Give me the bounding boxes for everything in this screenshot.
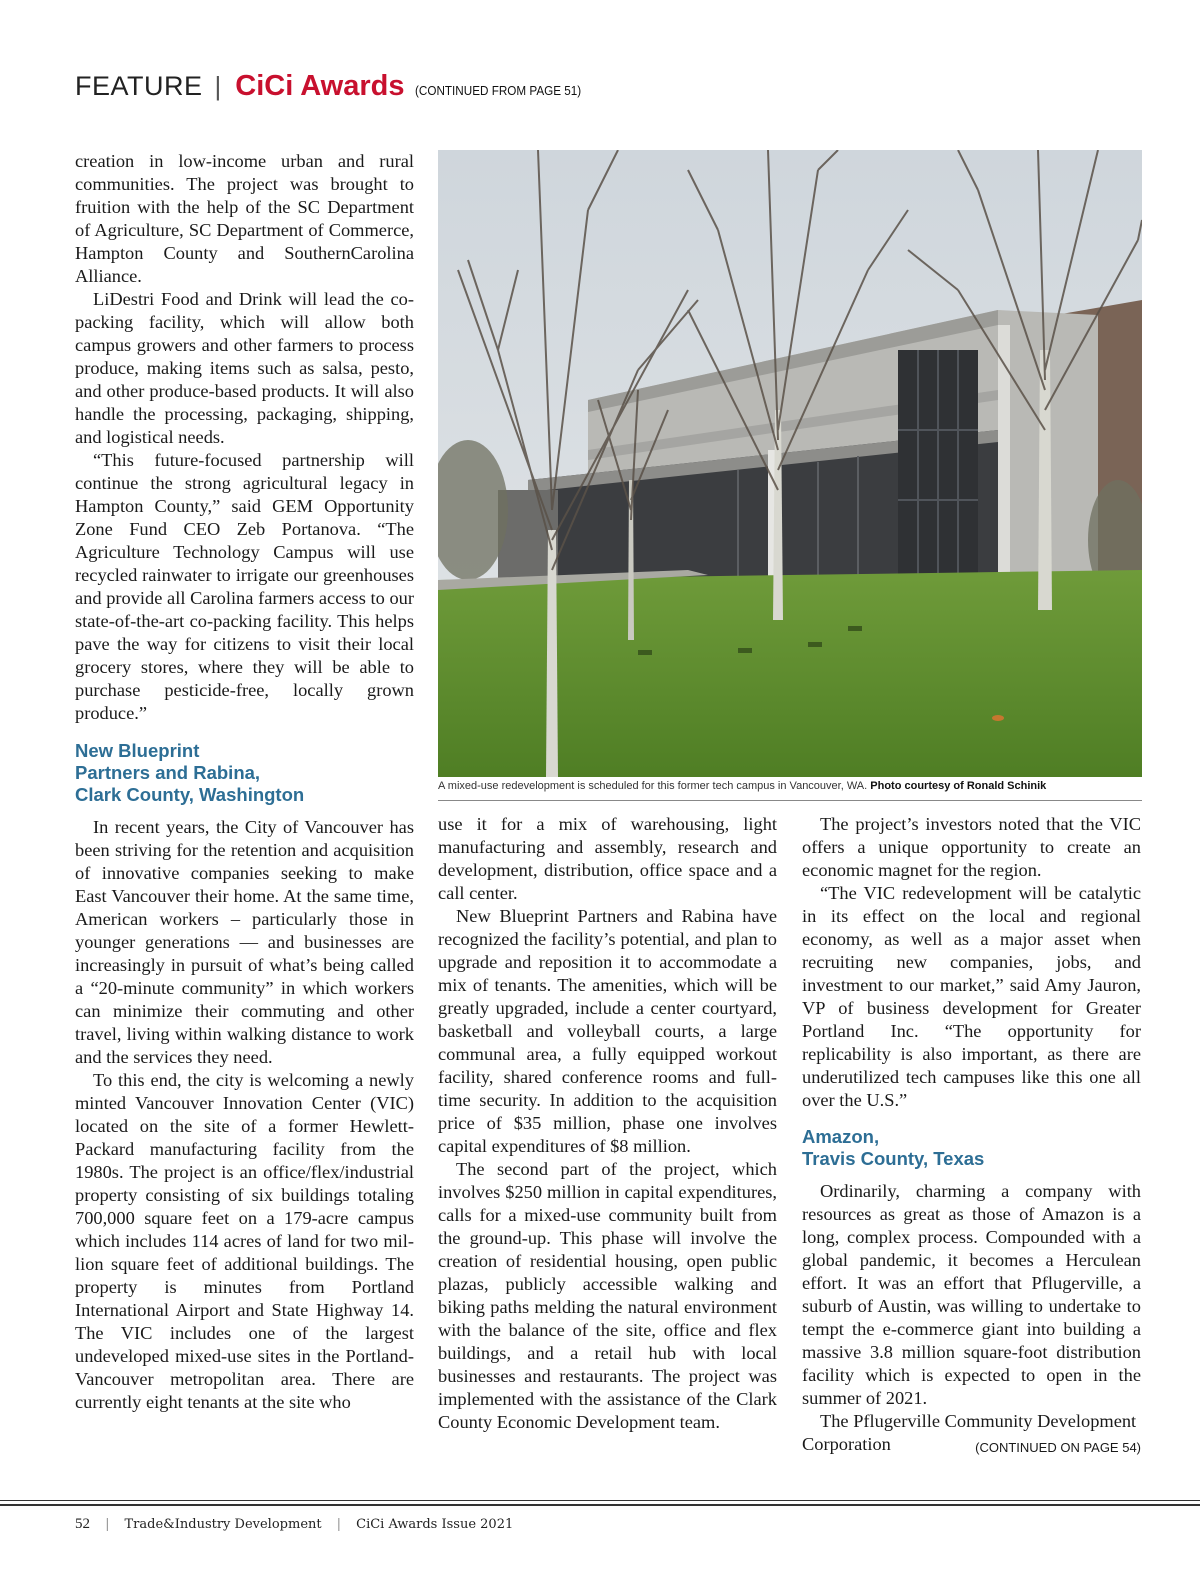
section-title: CiCi Awards: [235, 70, 405, 102]
paragraph: “This future-focused partnership will continue the strong agricultural legacy in Hampton County,” said GEM Opportunity Zone Fund CEO Zeb Portanova. “The Agriculture Technology Campus will use recycled rainwater to irrigate our greenhouses and provide all Carolina farmers access to our state-of-the-art co-packing facility. This helps pave the way for citizens to visit their local grocery stores, where they will be able to purchase pesticide-free, locally grown produce.”: [75, 450, 414, 723]
paragraph: To this end, the city is welcoming a newly minted Vancouver Innovation Center (VIC) located on the site of a former Hewlett-Packard manufacturing facility from the 1980s. The project is an office/flex/industrial property consisting of six buildings totaling 700,000 square feet on a 179-acre campus which includes 114 acres of land for two million square feet of additional buildings. The property is minutes from Portland International Airport and State Highway 14. The VIC includes one of the largest undeveloped mixed-use sites in the Portland-Vancouver metropolitan area. There are currently eight tenants at the site who: [75, 1070, 414, 1412]
subhead-new-blueprint: [75, 740, 414, 806]
issue-name: CiCi Awards Issue 2021: [356, 1517, 514, 1532]
section-label: FEATURE: [75, 71, 203, 101]
final-paragraph-text: The Pflugerville Community Development Corporation: [802, 1411, 1137, 1454]
caption-divider: [438, 800, 1142, 801]
paragraph: The project’s investors noted that the VIC offers a unique opportunity to create an economic magnet for the region.: [802, 814, 1141, 880]
paragraph: New Blueprint Partners and Rabina have recognized the facility’s potential, and plan to upgrade and reposition it to accommodate a mix of tenants. The amenities, which will be greatly upgraded, include a center courtyard, basketball and volleyball courts, a large communal area, a fully equipped workout facility, shared conference rooms and full-time security. In addition to the acquisition price of $35 million, phase one involves capital expenditures of $8 million.: [438, 906, 777, 1156]
publication-name: Trade&Industry Development: [124, 1517, 322, 1532]
paragraph: In recent years, the City of Vancouver has been striving for the retention and acquisition of innovative companies seeking to make East Vancouver their home. At the same time, American workers – particularly those in younger generations — and businesses are increasingly in pursuit of what’s being called a “20-minute community” in which workers can minimize their commuting and other travel, living within walking distance to work and the services they need.: [75, 817, 414, 1067]
footer-separator: |: [337, 1516, 341, 1532]
paragraph: creation in low-income urban and rural communities. The project was brought to fruition with the help of the SC Department of Agriculture, SC Department of Commerce, Hampton County and SouthernCarolina Alliance.: [75, 151, 414, 286]
subhead-line: Travis County, Texas: [802, 1148, 985, 1169]
paragraph: The second part of the project, which involves $250 million in capital expenditures, calls for a mixed-use community built from the ground-up. This phase will involve the creation of residential housing, open public plazas, publicly accessible walking and biking paths melding the natural environment with the balance of the site, office and flex buildings, and a retail hub with local businesses and restaurants. The project was implemented with the assistance of the Clark County Economic Development team.: [438, 1159, 777, 1432]
subhead-line: Clark County, Washington: [75, 784, 305, 805]
page-number: 52: [75, 1516, 90, 1532]
caption-text: A mixed-use redevelopment is scheduled for this former tech campus in Vancouver, WA.: [438, 780, 868, 792]
header-separator: |: [214, 71, 222, 101]
campus-photo-illustration: [438, 150, 1142, 777]
footer-rule: [0, 1500, 1200, 1501]
article-column-3: [802, 813, 1141, 1459]
paragraph: LiDestri Food and Drink will lead the co-packing facility, which will allow both campus growers and other farmers to process produce, making items such as salsa, pesto, and other produce-based products. It will also handle the processing, packaging, shipping, and logistical needs.: [75, 289, 414, 447]
article-column-2: [438, 813, 777, 1434]
subhead-line: Amazon,: [802, 1126, 880, 1147]
subhead-line: New Blueprint: [75, 740, 200, 761]
paragraph: “The VIC redevelopment will be catalytic in its effect on the local and regional economy, as well as a major asset when recruiting new companies, jobs, and investment to our market,” said Amy Jauron, VP of business development for Greater Portland Inc. “The opportunity for replicability is also important, as there are underutilized tech campuses like this one all over the U.S.”: [802, 883, 1141, 1110]
subhead-amazon: [802, 1126, 1141, 1170]
photo-caption: [438, 780, 1142, 792]
paragraph: Ordinarily, charming a company with resources as great as those of Amazon is a long, complex process. Compounded with a global pandemic, it becomes a Herculean effort. It was an effort that Pflugerville, a suburb of Austin, was willing to undertake to tempt the e-commerce giant into building a massive 3.8 million square-foot distribution facility which is expected to open in the summer of 2021.: [802, 1181, 1141, 1408]
paragraph: use it for a mix of warehousing, light manufacturing and assembly, research and development, distribution, office space and a call center.: [438, 814, 777, 903]
page-header: [75, 70, 599, 110]
page-footer: [75, 1516, 513, 1533]
continued-from-note: (CONTINUED FROM PAGE 51): [414, 83, 581, 98]
footer-rule: [0, 1504, 1200, 1506]
paragraph: [802, 1410, 1141, 1456]
footer-separator: |: [105, 1516, 109, 1532]
continued-on-note: (CONTINUED ON PAGE 54): [975, 1440, 1141, 1455]
subhead-line: Partners and Rabina,: [75, 762, 261, 783]
article-column-1: [75, 150, 414, 1414]
photo-credit: Photo courtesy of Ronald Schinik: [870, 780, 1047, 792]
campus-photo: [438, 150, 1142, 777]
